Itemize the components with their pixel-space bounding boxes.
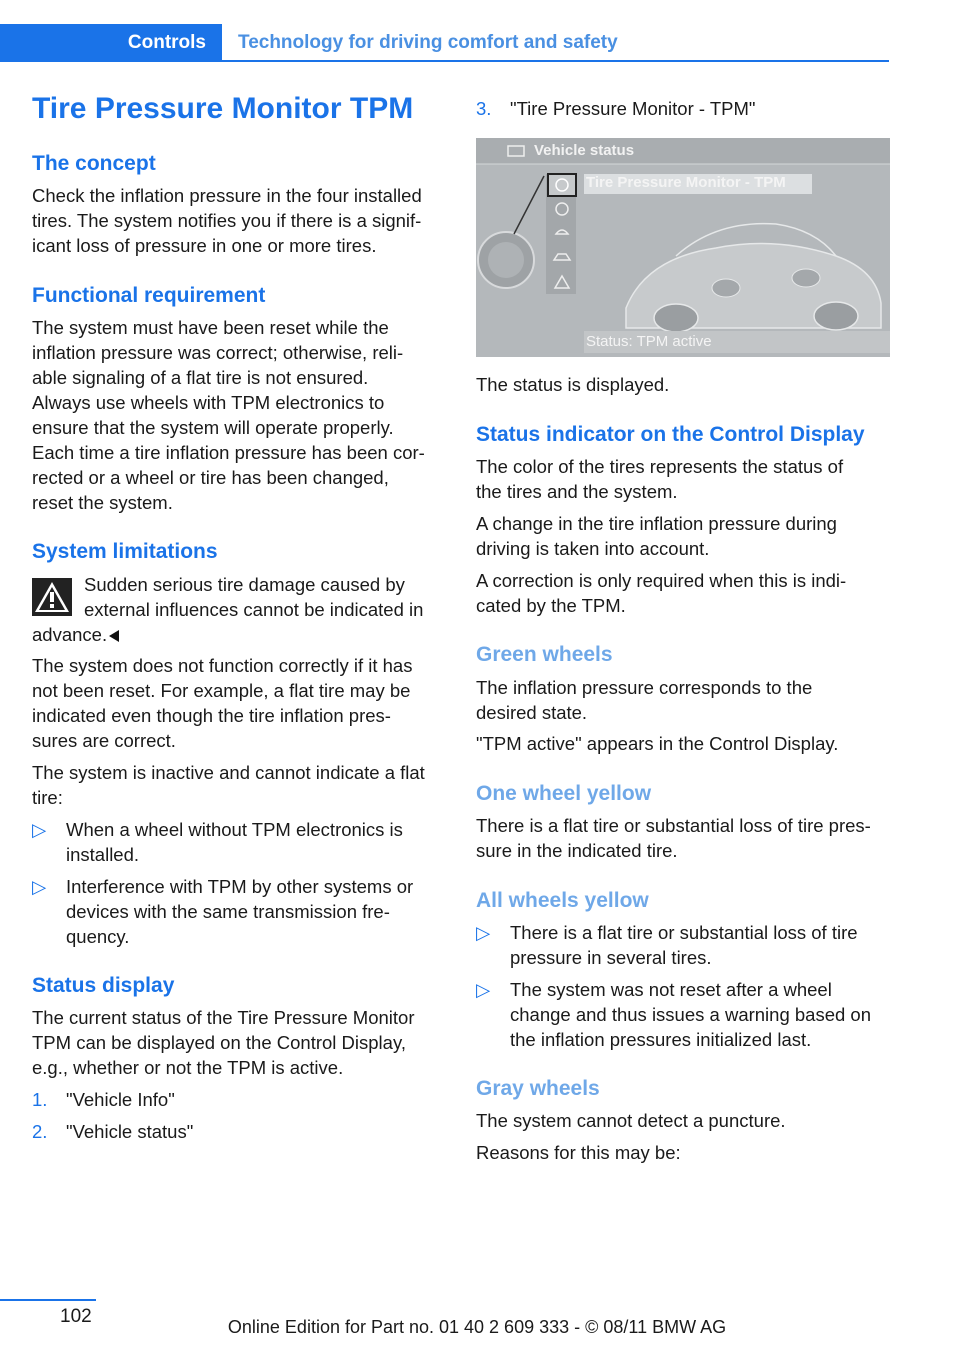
text-line: the inflation pressures initialized last. <box>510 1029 812 1050</box>
text-line: pressure in several tires. <box>510 947 712 968</box>
text-line: indicated even though the tire inflation pres- <box>32 705 391 726</box>
triangle-left-icon <box>109 630 119 642</box>
list-item <box>476 977 890 1052</box>
list-item <box>32 874 446 949</box>
indicator-p1 <box>476 454 890 504</box>
text-line: A change in the tire inflation pressure during <box>476 513 837 534</box>
text-line: The system is inactive and cannot indicate a flat <box>32 762 425 783</box>
text-line: tires. The system notifies you if there is a signif- <box>32 210 422 231</box>
text-line: TPM can be displayed on the Control Display, <box>32 1032 406 1053</box>
header-chapter: Technology for driving comfort and safety <box>238 32 618 53</box>
text-line: able signaling of a flat tire is not ensured. <box>32 367 369 388</box>
step-text: "Vehicle Info" <box>66 1089 175 1110</box>
limitations-p1 <box>32 653 446 753</box>
text-line: The system must have been reset while the <box>32 317 389 338</box>
step-number: 3. <box>476 98 492 119</box>
text-line: Always use wheels with TPM electronics to <box>32 392 385 413</box>
text-line: desired state. <box>476 702 588 723</box>
limitations-heading: System limitations <box>32 540 218 563</box>
warning-line: advance. <box>32 622 119 647</box>
screen-status: Status: TPM active <box>586 333 712 350</box>
text-line: not been reset. For example, a flat tire may be <box>32 680 411 701</box>
requirement-heading: Functional requirement <box>32 284 266 307</box>
text-line: change and thus issues a warning based on <box>510 1004 872 1025</box>
gray-p2: Reasons for this may be: <box>476 1142 681 1163</box>
text-line: When a wheel without TPM electronics is <box>66 819 403 840</box>
text-line: driving is taken into account. <box>476 538 710 559</box>
text-line: ensure that the system will operate properly. <box>32 417 394 438</box>
text-line: cated by the TPM. <box>476 595 626 616</box>
gray-p1: The system cannot detect a puncture. <box>476 1110 786 1131</box>
triangle-right-icon: ▷ <box>32 876 47 897</box>
concept-text <box>32 183 446 258</box>
text-line: the tires and the system. <box>476 481 678 502</box>
green-p1 <box>476 675 890 725</box>
green-heading: Green wheels <box>476 643 613 666</box>
text-line: e.g., whether or not the TPM is active. <box>32 1057 344 1078</box>
text-line: icant loss of pressure in one or more tires. <box>32 235 377 256</box>
limitations-p2 <box>32 760 446 810</box>
list-item <box>32 817 446 867</box>
screen-title: Vehicle status <box>534 142 635 159</box>
status-display-heading: Status display <box>32 974 175 997</box>
warning-line: external influences cannot be indicated in <box>84 599 424 620</box>
text-line: Check the inflation pressure in the four installed <box>32 185 422 206</box>
text-line: rected or a wheel or tire has been changed, <box>32 467 389 488</box>
status-display-text <box>32 1005 446 1080</box>
list-item <box>32 1087 446 1112</box>
text-line: devices with the same transmission fre- <box>66 901 390 922</box>
text-line: sure in the indicated tire. <box>476 840 678 861</box>
page-number: 102 <box>60 1306 92 1327</box>
text-line: The inflation pressure corresponds to the <box>476 677 813 698</box>
list-item <box>476 96 890 121</box>
green-p2: "TPM active" appears in the Control Display. <box>476 733 839 754</box>
step-number: 2. <box>32 1121 48 1142</box>
all-yellow-heading: All wheels yellow <box>476 889 649 912</box>
screen-menu-entry: Tire Pressure Monitor - TPM <box>586 174 786 191</box>
list-item <box>476 920 890 970</box>
indicator-p3 <box>476 568 890 618</box>
step-text: "Vehicle status" <box>66 1121 194 1142</box>
triangle-right-icon: ▷ <box>32 819 47 840</box>
text-line: quency. <box>66 926 130 947</box>
footer-rule <box>0 1299 96 1301</box>
indicator-p2 <box>476 511 890 561</box>
text-line: The current status of the Tire Pressure Monitor <box>32 1007 415 1028</box>
requirement-text <box>32 315 446 515</box>
text-line: A correction is only required when this is indi- <box>476 570 847 591</box>
page-title: Tire Pressure Monitor TPM <box>32 92 414 125</box>
text-line: inflation pressure was correct; otherwise, reli- <box>32 342 404 363</box>
warning-triangle-icon <box>32 578 72 616</box>
list-item <box>32 1119 446 1144</box>
indicator-heading: Status indicator on the Control Display <box>476 423 865 446</box>
warning-line: Sudden serious tire damage caused by <box>84 574 405 595</box>
triangle-right-icon: ▷ <box>476 979 491 1000</box>
figure-caption: The status is displayed. <box>476 374 670 395</box>
header-section: Controls <box>127 32 206 53</box>
text-line: Interference with TPM by other systems or <box>66 876 414 897</box>
text-line: sures are correct. <box>32 730 176 751</box>
triangle-right-icon: ▷ <box>476 922 491 943</box>
text-line: installed. <box>66 844 140 865</box>
gray-heading: Gray wheels <box>476 1077 600 1100</box>
text-line: There is a flat tire or substantial loss of tire <box>510 922 858 943</box>
concept-heading: The concept <box>32 152 156 175</box>
text-line: reset the system. <box>32 492 173 513</box>
step-text: "Tire Pressure Monitor - TPM" <box>510 98 756 119</box>
footer-edition: Online Edition for Part no. 01 40 2 609 333 - © 08/11 BMW AG <box>227 1317 727 1337</box>
text-line: Each time a tire inflation pressure has been cor- <box>32 442 425 463</box>
one-yellow-heading: One wheel yellow <box>476 782 652 805</box>
one-yellow-text <box>476 813 890 863</box>
text-line: There is a flat tire or substantial loss of tire pres- <box>476 815 871 836</box>
text-line: The system was not reset after a wheel <box>510 979 832 1000</box>
text-line: The color of the tires represents the status of <box>476 456 844 477</box>
control-display-screenshot <box>476 138 890 357</box>
text-line: tire: <box>32 787 63 808</box>
step-number: 1. <box>32 1089 48 1110</box>
text-line: The system does not function correctly if it has <box>32 655 413 676</box>
